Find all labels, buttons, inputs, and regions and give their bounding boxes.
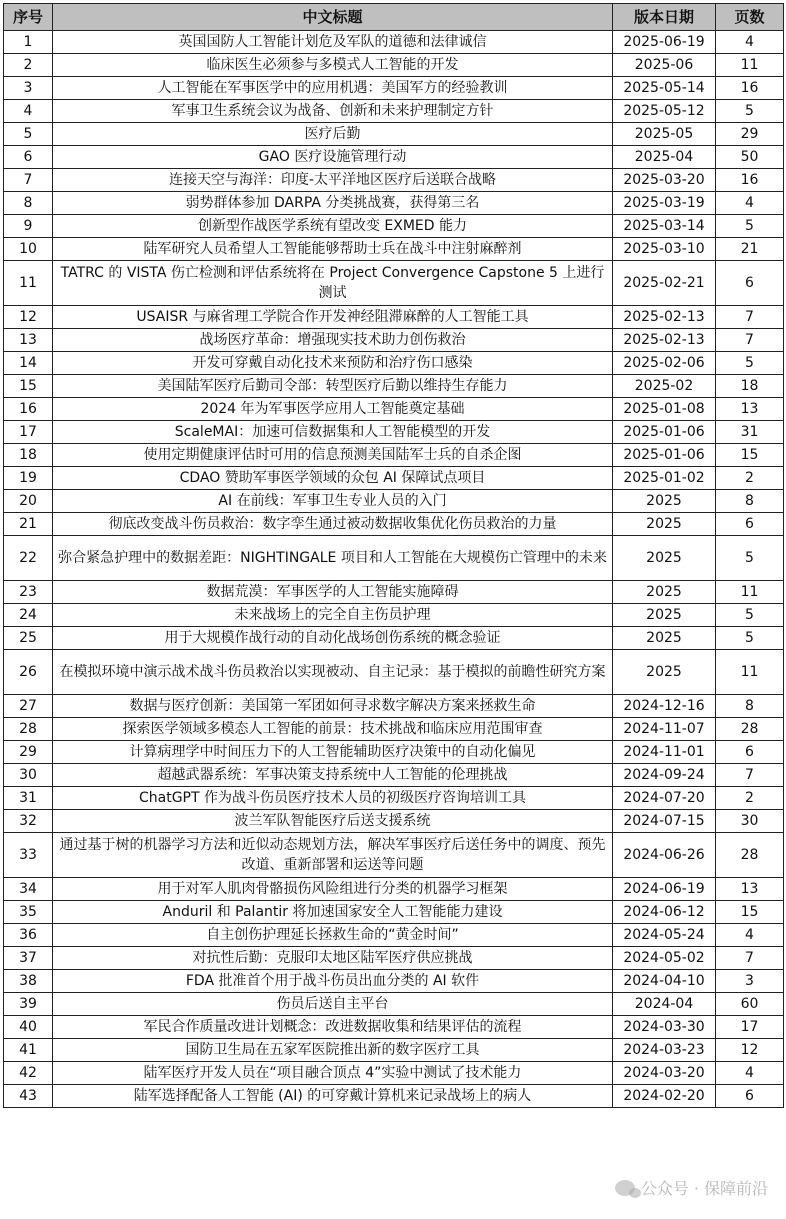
cell-pages: 11 (716, 650, 784, 695)
cell-title: 彻底改变战斗伤员救治：数字孪生通过被动数据收集优化伤员救治的力量 (53, 513, 613, 536)
cell-pages: 7 (716, 329, 784, 352)
cell-date: 2024-05-02 (613, 947, 716, 970)
cell-date: 2025 (613, 513, 716, 536)
cell-title: 英国国防人工智能计划危及军队的道德和法律诚信 (53, 31, 613, 54)
table-row (4, 215, 784, 238)
cell-no: 5 (4, 123, 53, 146)
cell-date: 2024-11-07 (613, 718, 716, 741)
table-row (4, 810, 784, 833)
cell-title: ScaleMAI：加速可信数据集和人工智能模型的开发 (53, 421, 613, 444)
table-row (4, 421, 784, 444)
cell-date: 2024-03-20 (613, 1062, 716, 1085)
table-body (4, 31, 784, 1108)
cell-pages: 16 (716, 169, 784, 192)
cell-title: 陆军医疗开发人员在“项目融合顶点 4”实验中测试了技术能力 (53, 1062, 613, 1085)
cell-pages: 50 (716, 146, 784, 169)
table-row (4, 581, 784, 604)
cell-title: 连接天空与海洋：印度-太平洋地区医疗后送联合战略 (53, 169, 613, 192)
table-row (4, 77, 784, 100)
cell-title: 战场医疗革命：增强现实技术助力创伤救治 (53, 329, 613, 352)
cell-pages: 13 (716, 398, 784, 421)
cell-title: 军事卫生系统会议为战备、创新和未来护理制定方针 (53, 100, 613, 123)
table-row (4, 741, 784, 764)
cell-date: 2025-05 (613, 123, 716, 146)
table-row (4, 1085, 784, 1108)
cell-pages: 15 (716, 444, 784, 467)
cell-no: 27 (4, 695, 53, 718)
cell-date: 2024-11-01 (613, 741, 716, 764)
table-row (4, 238, 784, 261)
cell-no: 7 (4, 169, 53, 192)
cell-no: 26 (4, 650, 53, 695)
cell-date: 2025 (613, 650, 716, 695)
cell-title: 波兰军队智能医疗后送支援系统 (53, 810, 613, 833)
cell-date: 2024-04 (613, 993, 716, 1016)
cell-title: GAO 医疗设施管理行动 (53, 146, 613, 169)
cell-title: 使用定期健康评估时可用的信息预测美国陆军士兵的自杀企图 (53, 444, 613, 467)
cell-date: 2024-04-10 (613, 970, 716, 993)
cell-pages: 2 (716, 787, 784, 810)
table-row (4, 650, 784, 695)
cell-date: 2024-12-16 (613, 695, 716, 718)
table-row (4, 718, 784, 741)
cell-date: 2025-02 (613, 375, 716, 398)
cell-title: 弱势群体参加 DARPA 分类挑战赛，获得第三名 (53, 192, 613, 215)
cell-no: 17 (4, 421, 53, 444)
cell-date: 2025-02-21 (613, 261, 716, 306)
cell-pages: 28 (716, 718, 784, 741)
cell-date: 2024-06-19 (613, 878, 716, 901)
cell-title: Anduril 和 Palantir 将加速国家安全人工智能能力建设 (53, 901, 613, 924)
cell-title: 对抗性后勤：克服印太地区陆军医疗供应挑战 (53, 947, 613, 970)
cell-title: 医疗后勤 (53, 123, 613, 146)
cell-title: 数据荒漠：军事医学的人工智能实施障碍 (53, 581, 613, 604)
cell-no: 13 (4, 329, 53, 352)
table-row (4, 1039, 784, 1062)
cell-title: 国防卫生局在五家军医院推出新的数字医疗工具 (53, 1039, 613, 1062)
cell-date: 2025 (613, 627, 716, 650)
cell-pages: 31 (716, 421, 784, 444)
cell-title: 2024 年为军事医学应用人工智能奠定基础 (53, 398, 613, 421)
table-row (4, 100, 784, 123)
cell-pages: 8 (716, 695, 784, 718)
cell-date: 2025 (613, 604, 716, 627)
cell-pages: 7 (716, 764, 784, 787)
cell-no: 30 (4, 764, 53, 787)
cell-date: 2025-05-12 (613, 100, 716, 123)
cell-date: 2025-01-08 (613, 398, 716, 421)
cell-no: 20 (4, 490, 53, 513)
cell-title: 开发可穿戴自动化技术来预防和治疗伤口感染 (53, 352, 613, 375)
cell-no: 39 (4, 993, 53, 1016)
cell-no: 43 (4, 1085, 53, 1108)
cell-no: 10 (4, 238, 53, 261)
cell-pages: 4 (716, 1062, 784, 1085)
cell-date: 2024-09-24 (613, 764, 716, 787)
cell-no: 8 (4, 192, 53, 215)
cell-title: 军民合作质量改进计划概念：改进数据收集和结果评估的流程 (53, 1016, 613, 1039)
cell-no: 15 (4, 375, 53, 398)
cell-no: 32 (4, 810, 53, 833)
header-pages: 页数 (716, 4, 784, 31)
cell-title: 在模拟环境中演示战术战斗伤员救治以实现被动、自主记录：基于模拟的前瞻性研究方案 (53, 650, 613, 695)
cell-pages: 18 (716, 375, 784, 398)
cell-title: 数据与医疗创新：美国第一军团如何寻求数字解决方案来拯救生命 (53, 695, 613, 718)
cell-no: 28 (4, 718, 53, 741)
cell-title: 通过基于树的机器学习方法和近似动态规划方法，解决军事医疗后送任务中的调度、预先改道、重新部署和运送等问题 (53, 833, 613, 878)
cell-pages: 15 (716, 901, 784, 924)
cell-no: 14 (4, 352, 53, 375)
cell-title: 自主创伤护理延长拯救生命的“黄金时间” (53, 924, 613, 947)
cell-no: 35 (4, 901, 53, 924)
header-date: 版本日期 (613, 4, 716, 31)
cell-date: 2024-06-12 (613, 901, 716, 924)
table-row (4, 993, 784, 1016)
cell-no: 34 (4, 878, 53, 901)
cell-no: 3 (4, 77, 53, 100)
table-row (4, 146, 784, 169)
cell-pages: 6 (716, 513, 784, 536)
cell-no: 22 (4, 536, 53, 581)
table-row (4, 627, 784, 650)
cell-no: 11 (4, 261, 53, 306)
cell-pages: 5 (716, 536, 784, 581)
cell-title: CDAO 赞助军事医学领域的众包 AI 保障试点项目 (53, 467, 613, 490)
table-row (4, 467, 784, 490)
table-row (4, 695, 784, 718)
cell-date: 2024-06-26 (613, 833, 716, 878)
watermark-text: 公众号 · 保障前沿 (640, 1179, 768, 1198)
table-row (4, 833, 784, 878)
table-row (4, 169, 784, 192)
table-row (4, 306, 784, 329)
cell-title: AI 在前线：军事卫生专业人员的入门 (53, 490, 613, 513)
cell-date: 2025-04 (613, 146, 716, 169)
cell-pages: 6 (716, 261, 784, 306)
cell-pages: 29 (716, 123, 784, 146)
cell-date: 2025-03-14 (613, 215, 716, 238)
cell-pages: 13 (716, 878, 784, 901)
cell-date: 2025-02-13 (613, 306, 716, 329)
cell-no: 42 (4, 1062, 53, 1085)
cell-no: 24 (4, 604, 53, 627)
cell-title: 创新型作战医学系统有望改变 EXMED 能力 (53, 215, 613, 238)
cell-pages: 5 (716, 604, 784, 627)
cell-title: ChatGPT 作为战斗伤员医疗技术人员的初级医疗咨询培训工具 (53, 787, 613, 810)
cell-title: 临床医生必须参与多模式人工智能的开发 (53, 54, 613, 77)
cell-title: 伤员后送自主平台 (53, 993, 613, 1016)
cell-title: 用于对军人肌肉骨骼损伤风险组进行分类的机器学习框架 (53, 878, 613, 901)
cell-date: 2025-03-19 (613, 192, 716, 215)
cell-title: 超越武器系统：军事决策支持系统中人工智能的伦理挑战 (53, 764, 613, 787)
cell-title: 未来战场上的完全自主伤员护理 (53, 604, 613, 627)
table-row (4, 1016, 784, 1039)
cell-pages: 5 (716, 627, 784, 650)
cell-title: TATRC 的 VISTA 伤亡检测和评估系统将在 Project Convergence Capstone 5 上进行测试 (53, 261, 613, 306)
cell-date: 2025-03-20 (613, 169, 716, 192)
cell-date: 2025-01-02 (613, 467, 716, 490)
cell-title: FDA 批准首个用于战斗伤员出血分类的 AI 软件 (53, 970, 613, 993)
table-header-row (4, 4, 784, 31)
cell-date: 2025-01-06 (613, 444, 716, 467)
table-row (4, 54, 784, 77)
cell-pages: 30 (716, 810, 784, 833)
cell-date: 2025 (613, 536, 716, 581)
cell-no: 31 (4, 787, 53, 810)
cell-pages: 8 (716, 490, 784, 513)
cell-no: 9 (4, 215, 53, 238)
cell-title: USAISR 与麻省理工学院合作开发神经阻滞麻醉的人工智能工具 (53, 306, 613, 329)
cell-date: 2025-06 (613, 54, 716, 77)
cell-no: 25 (4, 627, 53, 650)
table-row (4, 329, 784, 352)
cell-pages: 17 (716, 1016, 784, 1039)
cell-pages: 60 (716, 993, 784, 1016)
cell-no: 1 (4, 31, 53, 54)
table-row (4, 123, 784, 146)
cell-pages: 3 (716, 970, 784, 993)
cell-pages: 7 (716, 306, 784, 329)
cell-title: 人工智能在军事医学中的应用机遇：美国军方的经验教训 (53, 77, 613, 100)
cell-pages: 11 (716, 54, 784, 77)
cell-no: 23 (4, 581, 53, 604)
cell-no: 12 (4, 306, 53, 329)
table-row (4, 192, 784, 215)
cell-no: 37 (4, 947, 53, 970)
cell-no: 29 (4, 741, 53, 764)
cell-date: 2025-05-14 (613, 77, 716, 100)
table-row (4, 787, 784, 810)
cell-date: 2024-05-24 (613, 924, 716, 947)
cell-no: 4 (4, 100, 53, 123)
document-table (3, 3, 784, 1108)
table-row (4, 31, 784, 54)
cell-pages: 28 (716, 833, 784, 878)
cell-date: 2024-07-15 (613, 810, 716, 833)
cell-no: 19 (4, 467, 53, 490)
cell-no: 2 (4, 54, 53, 77)
cell-title: 探索医学领域多模态人工智能的前景：技术挑战和临床应用范围审查 (53, 718, 613, 741)
cell-date: 2024-02-20 (613, 1085, 716, 1108)
table-row (4, 1062, 784, 1085)
cell-no: 33 (4, 833, 53, 878)
cell-pages: 21 (716, 238, 784, 261)
cell-pages: 6 (716, 1085, 784, 1108)
table-row (4, 261, 784, 306)
cell-date: 2025-02-13 (613, 329, 716, 352)
cell-title: 弥合紧急护理中的数据差距：NIGHTINGALE 项目和人工智能在大规模伤亡管理中的未来 (53, 536, 613, 581)
table-row (4, 444, 784, 467)
cell-no: 38 (4, 970, 53, 993)
table-row (4, 901, 784, 924)
table-row (4, 513, 784, 536)
cell-pages: 5 (716, 215, 784, 238)
cell-date: 2025 (613, 581, 716, 604)
cell-date: 2024-07-20 (613, 787, 716, 810)
cell-pages: 5 (716, 352, 784, 375)
cell-pages: 16 (716, 77, 784, 100)
cell-date: 2025 (613, 490, 716, 513)
cell-no: 6 (4, 146, 53, 169)
table-row (4, 536, 784, 581)
cell-no: 41 (4, 1039, 53, 1062)
table-row (4, 604, 784, 627)
cell-title: 陆军研究人员希望人工智能能够帮助士兵在战斗中注射麻醉剂 (53, 238, 613, 261)
cell-title: 陆军选择配备人工智能 (AI) 的可穿戴计算机来记录战场上的病人 (53, 1085, 613, 1108)
cell-date: 2024-03-23 (613, 1039, 716, 1062)
header-no: 序号 (4, 4, 53, 31)
cell-title: 美国陆军医疗后勤司令部：转型医疗后勤以维持生存能力 (53, 375, 613, 398)
cell-date: 2025-03-10 (613, 238, 716, 261)
cell-no: 18 (4, 444, 53, 467)
wechat-icon (615, 1180, 635, 1196)
cell-title: 用于大规模作战行动的自动化战场创伤系统的概念验证 (53, 627, 613, 650)
cell-date: 2025-02-06 (613, 352, 716, 375)
table-row (4, 375, 784, 398)
table-row (4, 490, 784, 513)
table-row (4, 970, 784, 993)
table-row (4, 398, 784, 421)
table-row (4, 764, 784, 787)
cell-date: 2025-01-06 (613, 421, 716, 444)
cell-no: 40 (4, 1016, 53, 1039)
cell-date: 2024-03-30 (613, 1016, 716, 1039)
cell-no: 16 (4, 398, 53, 421)
cell-pages: 6 (716, 741, 784, 764)
cell-no: 21 (4, 513, 53, 536)
cell-pages: 12 (716, 1039, 784, 1062)
cell-pages: 5 (716, 100, 784, 123)
cell-pages: 2 (716, 467, 784, 490)
cell-pages: 4 (716, 924, 784, 947)
cell-pages: 4 (716, 31, 784, 54)
cell-title: 计算病理学中时间压力下的人工智能辅助医疗决策中的自动化偏见 (53, 741, 613, 764)
cell-pages: 4 (716, 192, 784, 215)
header-title: 中文标题 (53, 4, 613, 31)
watermark (615, 1176, 768, 1199)
table-row (4, 878, 784, 901)
cell-pages: 11 (716, 581, 784, 604)
table-row (4, 352, 784, 375)
table-row (4, 947, 784, 970)
table-row (4, 924, 784, 947)
cell-date: 2025-06-19 (613, 31, 716, 54)
cell-pages: 7 (716, 947, 784, 970)
cell-no: 36 (4, 924, 53, 947)
